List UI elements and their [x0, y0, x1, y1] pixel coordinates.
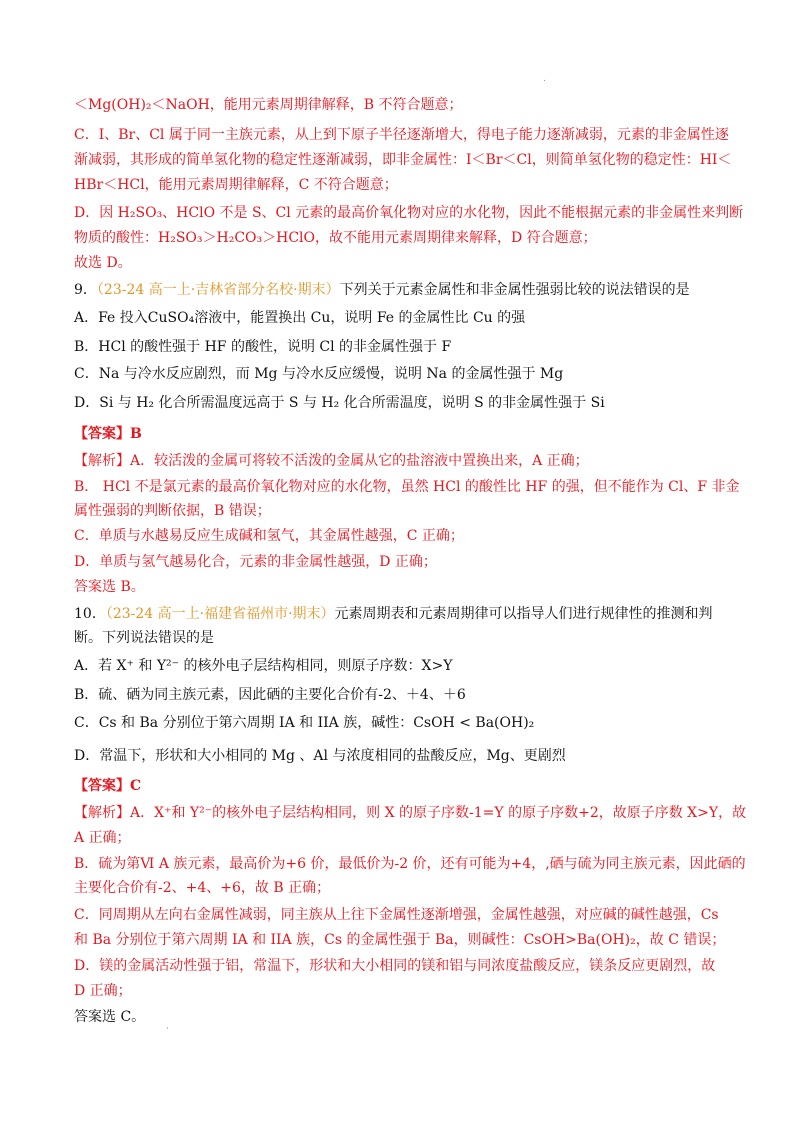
page-mark: .	[543, 74, 546, 84]
analysis-line: C．同周期从左向右金属性减弱，同主族从上往下金属性逐渐增强，金属性越强，对应碱的碱性越强，Cs	[74, 907, 719, 923]
analysis-line: 答案选 B。	[74, 579, 145, 595]
analysis-line: D．单质与氢气越易化合，元素的非金属性越强，D 正确；	[74, 554, 437, 570]
question-text: 下列关于元素金属性和非金属性强弱比较的说法错误的是	[339, 282, 690, 298]
text-line: 渐减弱，其形成的简单氢化物的稳定性逐渐减弱，即非金属性：I＜Br＜Cl，则简单氢化物的稳定性：HI＜	[74, 152, 732, 168]
analysis-line: B．硫为第Ⅵ A 族元素，最高价为+6 价，最低价为-2 价，还有可能为+4，,硒与硫为同主族元素，因此硒的	[74, 856, 746, 872]
text-line: D．因 H₂SO₃、HClO 不是 S、Cl 元素的最高价氧化物对应的水化物，因此不能根据元素的非金属性来判断	[74, 205, 744, 221]
page-mark: ·	[166, 1024, 169, 1034]
answer-label: 【答案】C	[74, 778, 142, 794]
text-line: 故选 D。	[74, 255, 132, 271]
analysis-line: D．镁的金属活动性强于铝，常温下，形状和大小相同的镁和铝与同浓度盐酸反应，镁条反应更剧烈，故	[74, 958, 716, 974]
text-line: HBr＜HCl，能用元素周期律解释，C 不符合题意；	[74, 177, 398, 193]
question-text-cont: 断。下列说法错误的是	[74, 630, 214, 646]
question-text: 元素周期表和元素周期律可以指导人们进行规律性的推测和判	[334, 606, 713, 622]
option-d: D．常温下，形状和大小相同的 Mg 、Al 与浓度相同的盐酸反应，Mg、更剧烈	[74, 748, 566, 764]
text-line: ＜Mg(OH)₂＜NaOH，能用元素周期律解释，B 不符合题意；	[74, 97, 463, 113]
text-line: 物质的酸性：H₂SO₃＞H₂CO₃＞HClO，故不能用元素周期律来解释，D 符合题意；	[74, 230, 597, 246]
option-b: B．硫、硒为同主族元素，因此硒的主要化合价有-2、＋4、＋6	[74, 687, 466, 703]
analysis-line: D 正确；	[74, 983, 132, 999]
question-10-stem	[74, 604, 734, 624]
question-source: （23-24 高一上·吉林省部分名校·期末）	[96, 282, 340, 298]
option-a: A．若 X⁺ 和 Y²⁻ 的核外电子层结构相同，则原子序数：X>Y	[74, 658, 453, 674]
analysis-line: 主要化合价有-2、+4、+6，故 B 正确；	[74, 880, 331, 896]
option-c: C．Cs 和 Ba 分别位于第六周期 IA 和 IIA 族，碱性：CsOH < Ba(OH)₂	[74, 715, 535, 731]
analysis-line: A 正确；	[74, 830, 131, 846]
answer-label: 【答案】B	[74, 426, 142, 442]
analysis-line: 答案选 C。	[74, 1009, 146, 1025]
analysis-line: B． HCl 不是氯元素的最高价氧化物对应的水化物，虽然 HCl 的酸性比 HF 的强，但不能作为 Cl、F 非金	[74, 479, 740, 495]
analysis-line: C．单质与水越易反应生成碱和氢气，其金属性越强，C 正确；	[74, 528, 464, 544]
option-b: B．HCl 的酸性强于 HF 的酸性，说明 Cl 的非金属性强于 F	[74, 339, 452, 355]
analysis-line: 和 Ba 分别位于第六周期 IA 和 IIA 族，Cs 的金属性强于 Ba，则碱性：CsOH>Ba(OH)₂，故 C 错误；	[74, 932, 726, 948]
question-9-stem	[74, 280, 734, 300]
option-c: C．Na 与冷水反应剧烈，而 Mg 与冷水反应缓慢，说明 Na 的金属性强于 Mg	[74, 366, 564, 382]
option-d: D．Si 与 H₂ 化合所需温度远高于 S 与 H₂ 化合所需温度，说明 S 的非金属性强于 Si	[74, 395, 605, 411]
question-source: （23-24 高一上·福建省福州市·期末）	[105, 606, 335, 622]
analysis-line: 【解析】A．较活泼的金属可将较不活泼的金属从它的盐溶液中置换出来，A 正确；	[74, 453, 589, 469]
text-line: C．I、Br、Cl 属于同一主族元素，从上到下原子半径逐渐增大，得电子能力逐渐减弱，元素的非金属性逐	[74, 127, 729, 143]
option-a: A．Fe 投入CuSO₄溶液中，能置换出 Cu，说明 Fe 的金属性比 Cu 的强	[74, 310, 526, 326]
analysis-line: 【解析】A．X⁺和 Y²⁻的核外电子层结构相同，则 X 的原子序数-1=Y 的原子序数+2，故原子序数 X>Y，故	[74, 805, 747, 821]
analysis-line: 属性强弱的判断依据，B 错误；	[74, 503, 271, 519]
question-number: 10．	[74, 606, 106, 622]
question-number: 9．	[74, 282, 97, 298]
